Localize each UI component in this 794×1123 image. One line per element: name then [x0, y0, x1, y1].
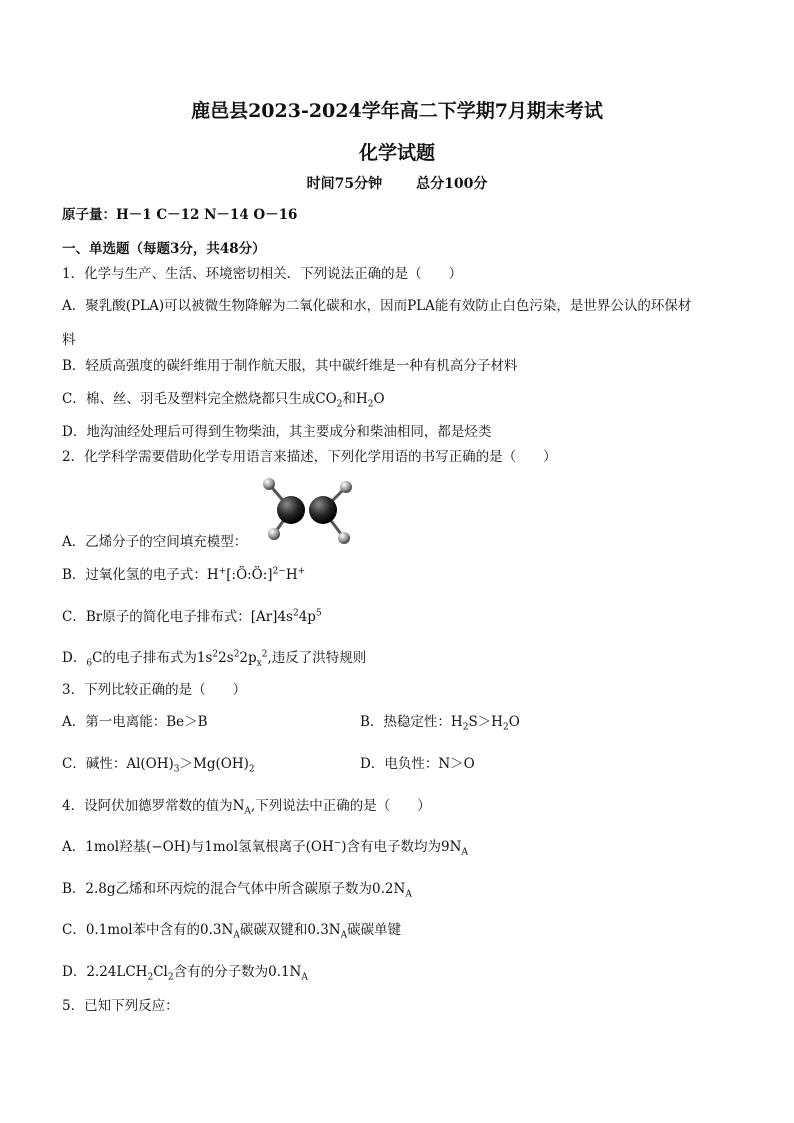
- section-title: 一、单选题（每题3分，共48分）: [62, 241, 266, 257]
- text: H: [285, 567, 298, 583]
- superscript: 2: [212, 649, 219, 660]
- subscript: 2: [462, 722, 469, 733]
- q2-stem: 2．化学科学需要借助化学专用语言来描述，下列化学用语的书写正确的是（ ）: [62, 449, 557, 465]
- superscript: +: [297, 566, 306, 577]
- exam-score: 总分100分: [416, 176, 488, 192]
- subscript: 2: [167, 972, 174, 983]
- text: ,违反了洪特规则: [267, 650, 367, 666]
- q5-stem: 5．已知下列反应：: [62, 998, 179, 1014]
- text: B．热稳定性：H: [360, 714, 463, 730]
- carbon-atom: [309, 496, 337, 524]
- text: B．过氧化氢的电子式：H: [62, 567, 219, 583]
- q3-option-c: [62, 756, 255, 775]
- q3-option-d: D．电负性：N＞O: [360, 756, 475, 772]
- text: C．棉、丝、羽毛及塑料完全燃烧都只生成CO: [62, 391, 337, 407]
- q2-option-c: [62, 607, 322, 627]
- superscript: 2: [261, 649, 268, 660]
- text: 碳碳双键和0.3N: [239, 922, 341, 938]
- subscript: 2: [502, 722, 509, 733]
- subscript: x: [256, 658, 262, 669]
- q4-option-d: [62, 962, 308, 982]
- exam-info: [0, 173, 794, 193]
- subscript: A: [244, 806, 251, 817]
- text: [:Ö:Ö:]: [226, 567, 273, 583]
- text: 4p: [298, 609, 316, 625]
- superscript: −: [333, 838, 342, 849]
- text: A．1mol羟基(−OH)与1mol氢氧根离子(OH: [62, 839, 334, 855]
- text: 含有的分子数为0.1N: [173, 964, 302, 980]
- exam-title: 鹿邑县2023-2024学年高二下学期7月期末考试: [191, 100, 603, 122]
- text: S＞H: [468, 714, 503, 730]
- q2-option-d: [62, 648, 366, 668]
- text: Cl: [153, 964, 168, 980]
- subscript: 2: [336, 399, 343, 410]
- q3-option-a: A．第一电离能：Be＞B: [62, 714, 208, 730]
- exam-time: 时间75分钟: [306, 176, 383, 192]
- q4-stem: [62, 796, 431, 816]
- q3-row1: [62, 712, 520, 733]
- text: 2s: [218, 650, 234, 666]
- hydrogen-atom: [263, 478, 275, 490]
- q2-option-a: A．乙烯分子的空间填充模型：: [62, 534, 248, 550]
- carbon-atom: [277, 496, 305, 524]
- superscript: 2: [233, 649, 240, 660]
- hydrogen-atom: [340, 481, 352, 493]
- q4-option-a: [62, 837, 468, 857]
- q3-option-b: [360, 712, 520, 732]
- hydrogen-atom: [268, 528, 280, 540]
- subscript: 2: [248, 764, 255, 775]
- subscript: 2: [147, 972, 154, 983]
- q1-stem: 1．化学与生产、生活、环境密切相关．下列说法正确的是（ ）: [62, 266, 463, 282]
- q1-option-a: A．聚乳酸(PLA)可以被微生物降解为二氧化碳和水，因而PLA能有效防止白色污染，是世界公认的环保材: [62, 298, 692, 314]
- hydrogen-atom: [338, 532, 350, 544]
- superscript: 5: [315, 608, 322, 619]
- text: )含有电子数均为9N: [341, 839, 462, 855]
- superscript: 2: [292, 608, 299, 619]
- q2-option-b: [62, 565, 305, 585]
- q3-stem: 3．下列比较正确的是（ ）: [62, 682, 247, 698]
- text: D．2.24LCH: [62, 964, 148, 980]
- q1-option-d: D．地沟油经处理后可得到生物柴油，其主要成分和柴油相同，都是烃类: [62, 424, 492, 440]
- subscript: A: [340, 930, 348, 941]
- q4-option-b: [62, 879, 412, 899]
- text: C．碱性：Al(OH): [62, 756, 174, 772]
- q4-option-c: [62, 920, 401, 940]
- subscript: A: [301, 972, 308, 983]
- q3-row2: [62, 754, 475, 775]
- ethylene-model-image: [254, 474, 364, 546]
- text: ,下列说法中正确的是（ ）: [250, 798, 431, 814]
- superscript: 2−: [272, 566, 286, 577]
- text: ＞Mg(OH): [179, 756, 249, 772]
- q1-option-c: [62, 389, 385, 409]
- exam-subject: 化学试题: [358, 142, 435, 164]
- text: C．0.1mol苯中含有的0.3N: [62, 922, 234, 938]
- text: B．2.8g乙烯和环丙烷的混合气体中所含碳原子数为0.2N: [62, 881, 406, 897]
- text: C的电子排布式为1s: [92, 650, 213, 666]
- superscript: +: [218, 566, 227, 577]
- text: O: [373, 391, 385, 407]
- text: 4．设阿伏加德罗常数的值为N: [62, 798, 245, 814]
- subscript: 3: [173, 764, 180, 775]
- subscript: 6: [86, 658, 93, 669]
- q1-option-b: B．轻质高强度的碳纤维用于制作航天服，其中碳纤维是一种有机高分子材料: [62, 358, 518, 374]
- text: D．: [62, 650, 87, 666]
- q1-option-a-cont: 料: [62, 332, 76, 348]
- text: 碳碳单键: [347, 922, 402, 938]
- text: 2p: [239, 650, 257, 666]
- text: O: [508, 714, 520, 730]
- subscript: 2: [367, 399, 374, 410]
- subscript: A: [233, 930, 240, 941]
- atomic-mass: 原子量：H－1 C－12 N－14 O－16: [62, 207, 298, 223]
- subscript: A: [461, 847, 468, 858]
- subscript: A: [405, 889, 412, 900]
- text: C．Br原子的简化电子排布式：[Ar]4s: [62, 609, 293, 625]
- text: 和H: [342, 391, 368, 407]
